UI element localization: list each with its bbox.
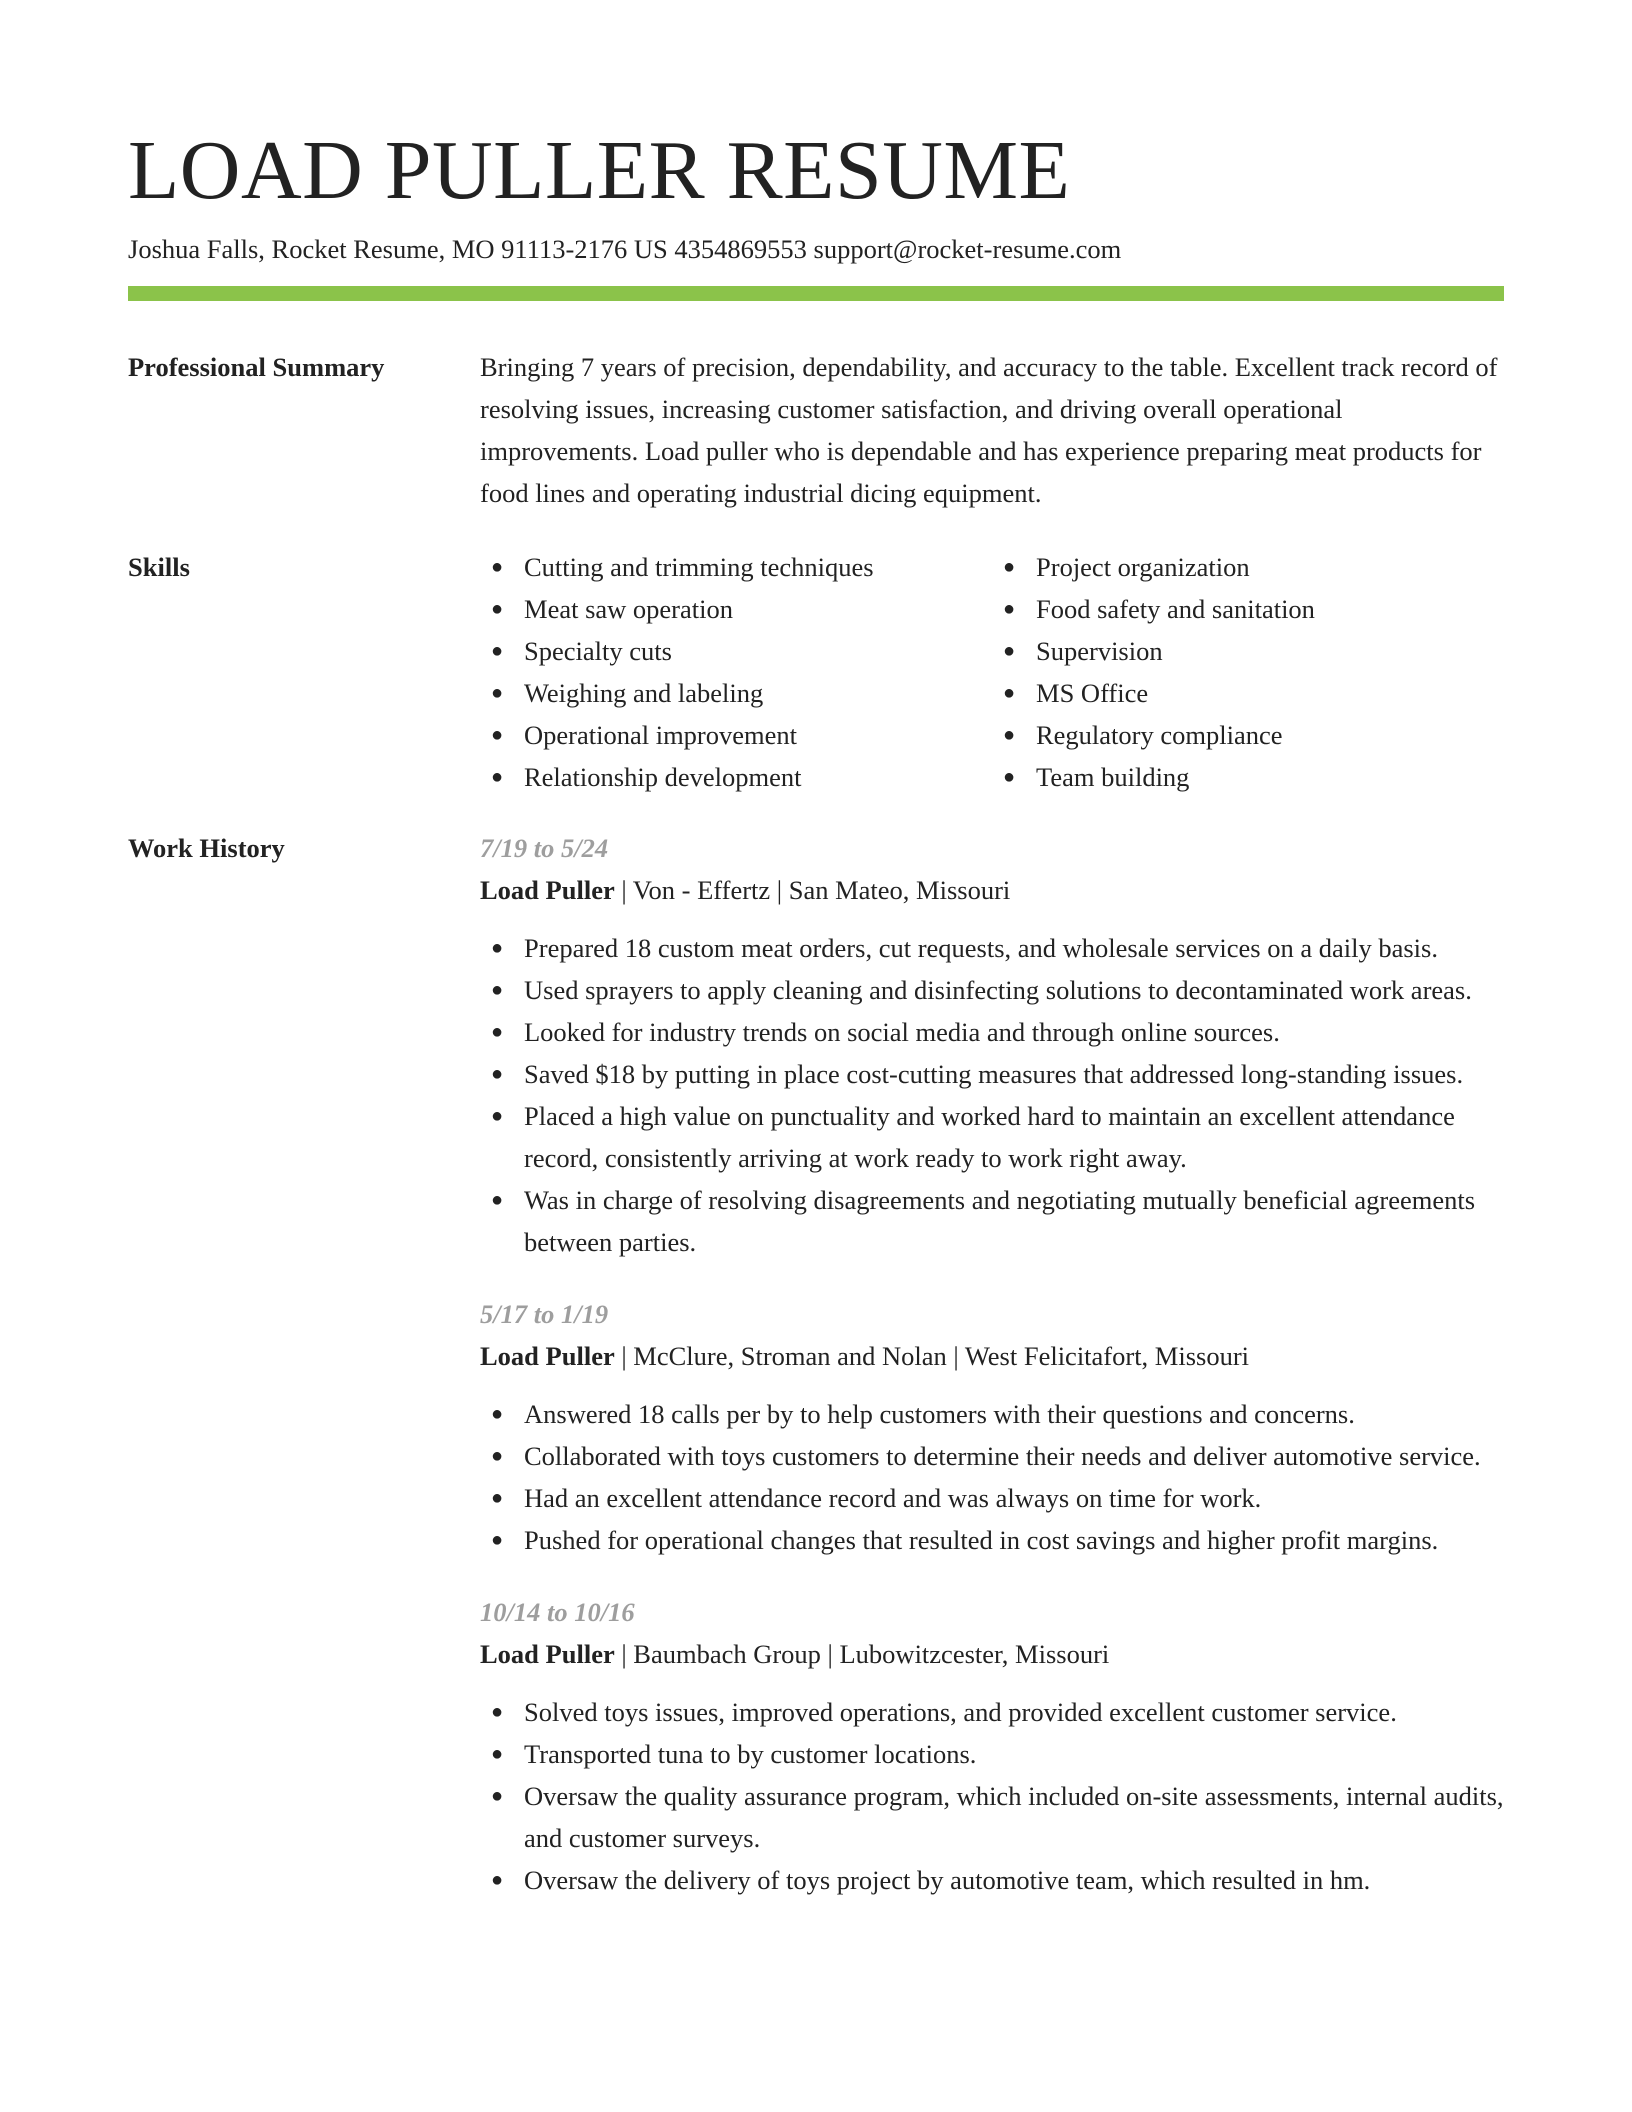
summary-body (480, 346, 1504, 514)
skill-item: ● Cutting and trimming techniques (524, 546, 992, 588)
job-role: Load Puller (480, 1639, 615, 1669)
job-employer: | Von - Effertz | San Mateo, Missouri (614, 875, 1011, 905)
job-entry (480, 1293, 1504, 1561)
skill-item: ● Operational improvement (524, 714, 992, 756)
bullet-icon: ● (491, 1189, 504, 1211)
bullet-icon: ● (491, 682, 504, 704)
skill-item: ● Team building (1036, 756, 1504, 798)
job-bullet: ● Answered 18 calls per by to help customers with their questions and concerns. (524, 1393, 1504, 1435)
skill-item: ● Regulatory compliance (1036, 714, 1504, 756)
job-employer: | Baumbach Group | Lubowitzcester, Missouri (614, 1639, 1110, 1669)
job-title-line (480, 869, 1504, 911)
skill-item: ● Weighing and labeling (524, 672, 992, 714)
job-bullets (480, 1393, 1504, 1561)
bullet-icon: ● (491, 640, 504, 662)
bullet-icon: ● (491, 766, 504, 788)
summary-text: Bringing 7 years of precision, dependability, and accuracy to the table. Excellent track record of resolving issues, increasing customer satisfaction, and driving overall operational improvements. Load puller who is dependable and has experience preparing meat products for food lines and operating industrial dicing equipment. (480, 352, 1498, 508)
job-role: Load Puller (480, 875, 615, 905)
job-title-line (480, 1335, 1504, 1377)
skill-item: ● Specialty cuts (524, 630, 992, 672)
skill-item: ● Project organization (1036, 546, 1504, 588)
summary-label: Professional Summary (128, 352, 385, 382)
job-bullet: ● Oversaw the delivery of toys project by automotive team, which resulted in hm. (524, 1859, 1504, 1901)
skill-item: ● Supervision (1036, 630, 1504, 672)
job-bullet: ● Looked for industry trends on social media and through online sources. (524, 1011, 1504, 1053)
job-bullet: ● Solved toys issues, improved operations, and provided excellent customer service. (524, 1691, 1504, 1733)
job-dates: 5/17 to 1/19 (480, 1299, 609, 1329)
bullet-icon: ● (491, 1785, 504, 1807)
bullet-icon: ● (491, 1403, 504, 1425)
skills-list-right (992, 546, 1504, 798)
bullet-icon: ● (491, 937, 504, 959)
job-bullet: ● Was in charge of resolving disagreements and negotiating mutually beneficial agreements between parties. (524, 1179, 1504, 1263)
job-bullet: ● Pushed for operational changes that resulted in cost savings and higher profit margins. (524, 1519, 1504, 1561)
contact-line: Joshua Falls, Rocket Resume, MO 91113-2176 US 4354869553 support@rocket-resume.com (128, 234, 1122, 264)
job-dates: 7/19 to 5/24 (480, 833, 609, 863)
job-bullet: ● Oversaw the quality assurance program, which included on-site assessments, internal audits, and customer surveys. (524, 1775, 1504, 1859)
header-accent-rule (128, 286, 1504, 301)
resume-title: LOAD PULLER RESUME (128, 124, 1071, 217)
job-bullet: ● Used sprayers to apply cleaning and disinfecting solutions to decontaminated work areas. (524, 969, 1504, 1011)
bullet-icon: ● (1003, 556, 1016, 578)
bullet-icon: ● (1003, 766, 1016, 788)
bullet-icon: ● (1003, 682, 1016, 704)
skill-item: ● MS Office (1036, 672, 1504, 714)
bullet-icon: ● (491, 1487, 504, 1509)
skill-item: ● Relationship development (524, 756, 992, 798)
job-bullet: ● Collaborated with toys customers to determine their needs and deliver automotive service. (524, 1435, 1504, 1477)
skill-item: ● Food safety and sanitation (1036, 588, 1504, 630)
bullet-icon: ● (491, 556, 504, 578)
job-bullets (480, 1691, 1504, 1901)
bullet-icon: ● (491, 979, 504, 1001)
bullet-icon: ● (491, 724, 504, 746)
bullet-icon: ● (491, 1063, 504, 1085)
job-bullet: ● Prepared 18 custom meat orders, cut requests, and wholesale services on a daily basis. (524, 927, 1504, 969)
bullet-icon: ● (491, 1105, 504, 1127)
job-entry (480, 1591, 1504, 1901)
work-history-label: Work History (128, 833, 285, 863)
bullet-icon: ● (1003, 598, 1016, 620)
work-history-body (480, 827, 1504, 1931)
bullet-icon: ● (491, 1701, 504, 1723)
skills-list-left (480, 546, 992, 798)
skills-body (480, 546, 1504, 798)
job-bullet: ● Placed a high value on punctuality and worked hard to maintain an excellent attendance record, consistently arriving at work ready to work right away. (524, 1095, 1504, 1179)
skill-item: ● Meat saw operation (524, 588, 992, 630)
bullet-icon: ● (491, 1445, 504, 1467)
bullet-icon: ● (491, 1021, 504, 1043)
bullet-icon: ● (1003, 640, 1016, 662)
job-bullet: ● Transported tuna to by customer locations. (524, 1733, 1504, 1775)
bullet-icon: ● (491, 1529, 504, 1551)
bullet-icon: ● (491, 598, 504, 620)
job-bullet: ● Saved $18 by putting in place cost-cutting measures that addressed long-standing issues. (524, 1053, 1504, 1095)
job-employer: | McClure, Stroman and Nolan | West Felicitafort, Missouri (614, 1341, 1250, 1371)
job-role: Load Puller (480, 1341, 615, 1371)
job-dates: 10/14 to 10/16 (480, 1597, 635, 1627)
job-entry (480, 827, 1504, 1263)
bullet-icon: ● (1003, 724, 1016, 746)
job-title-line (480, 1633, 1504, 1675)
bullet-icon: ● (491, 1869, 504, 1891)
skills-label: Skills (128, 552, 190, 582)
job-bullet: ● Had an excellent attendance record and was always on time for work. (524, 1477, 1504, 1519)
bullet-icon: ● (491, 1743, 504, 1765)
job-bullets (480, 927, 1504, 1263)
